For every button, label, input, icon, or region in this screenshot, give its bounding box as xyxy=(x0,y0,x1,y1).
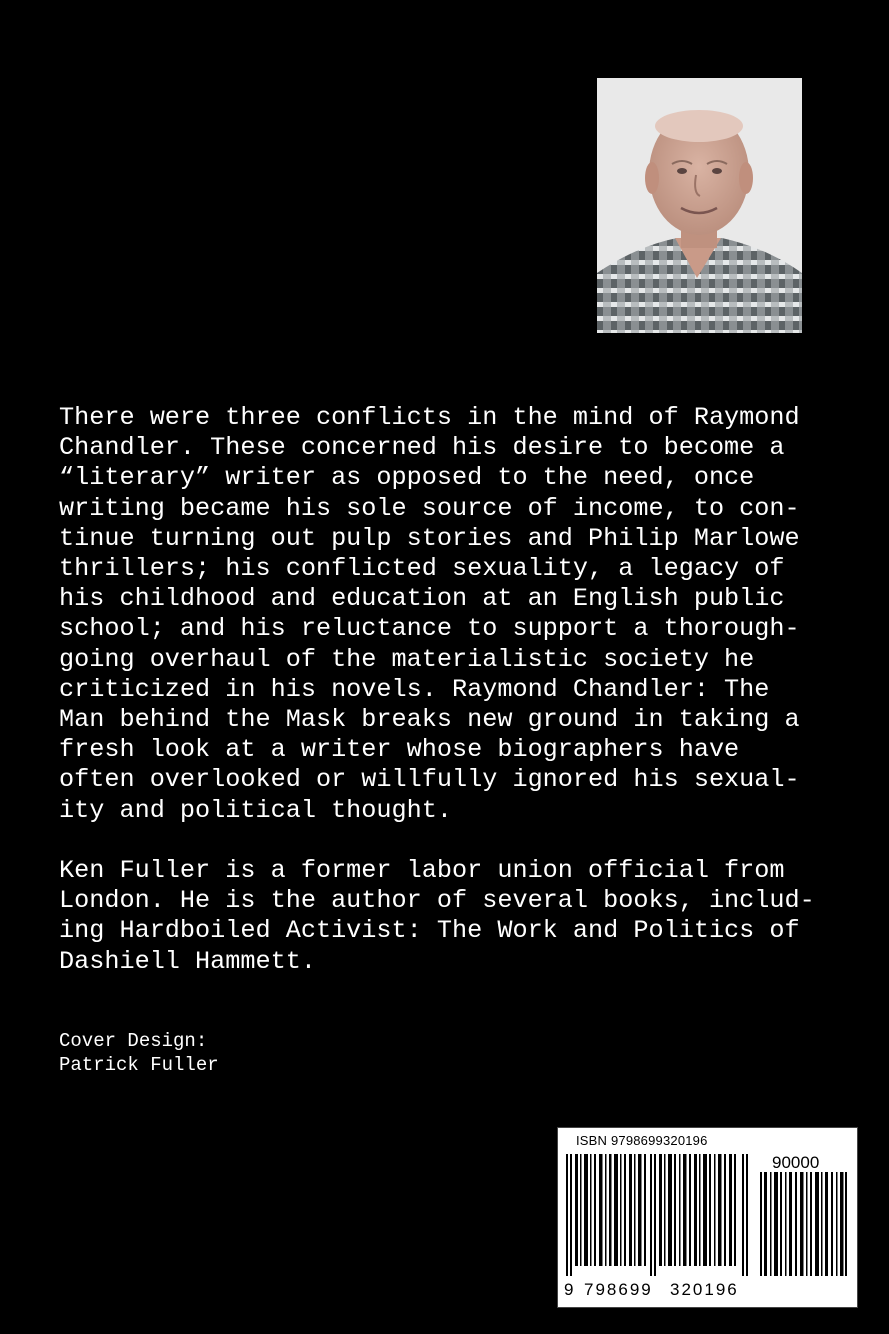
barcode-digits xyxy=(564,1280,739,1300)
author-photo xyxy=(597,78,802,333)
ean-barcode-bars xyxy=(566,1154,748,1276)
barcode-digit-first: 9 xyxy=(564,1280,574,1299)
cover-designer-name: Patrick Fuller xyxy=(59,1054,219,1076)
cover-design-label: Cover Design: xyxy=(59,1030,208,1052)
barcode-digits-right: 320196 xyxy=(670,1280,739,1299)
isbn-barcode xyxy=(557,1127,858,1308)
barcode-digits-left: 798699 xyxy=(584,1280,653,1299)
addon-barcode-bars xyxy=(760,1172,848,1276)
author-bio: Ken Fuller is a former labor union official from London. He is the author of several books, includ- ing Hardboiled Activist: The Work and Politics of Dashiell Hammett. xyxy=(59,856,815,976)
isbn-label: ISBN 9798699320196 xyxy=(576,1133,708,1148)
cover-design-credit xyxy=(59,1029,219,1077)
addon-code: 90000 xyxy=(772,1153,820,1172)
book-blurb: There were three conflicts in the mind of Raymond Chandler. These concerned his desire to become a “literary” writer as opposed to the need, once writing became his sole source of income, to con- tinue turning out pulp stories and Philip Marlowe thrillers; his conflicted sexuality, a legacy of his childhood and education at an English public school; and his reluctance to support a thorough- going overhaul of the materialistic society he criticized in his novels. Raymond Chandler: The Man behind the Mask breaks new ground in taking a fresh look at a writer whose biographers have often overlooked or willfully ignored his sexual- ity and political thought. xyxy=(59,403,800,825)
